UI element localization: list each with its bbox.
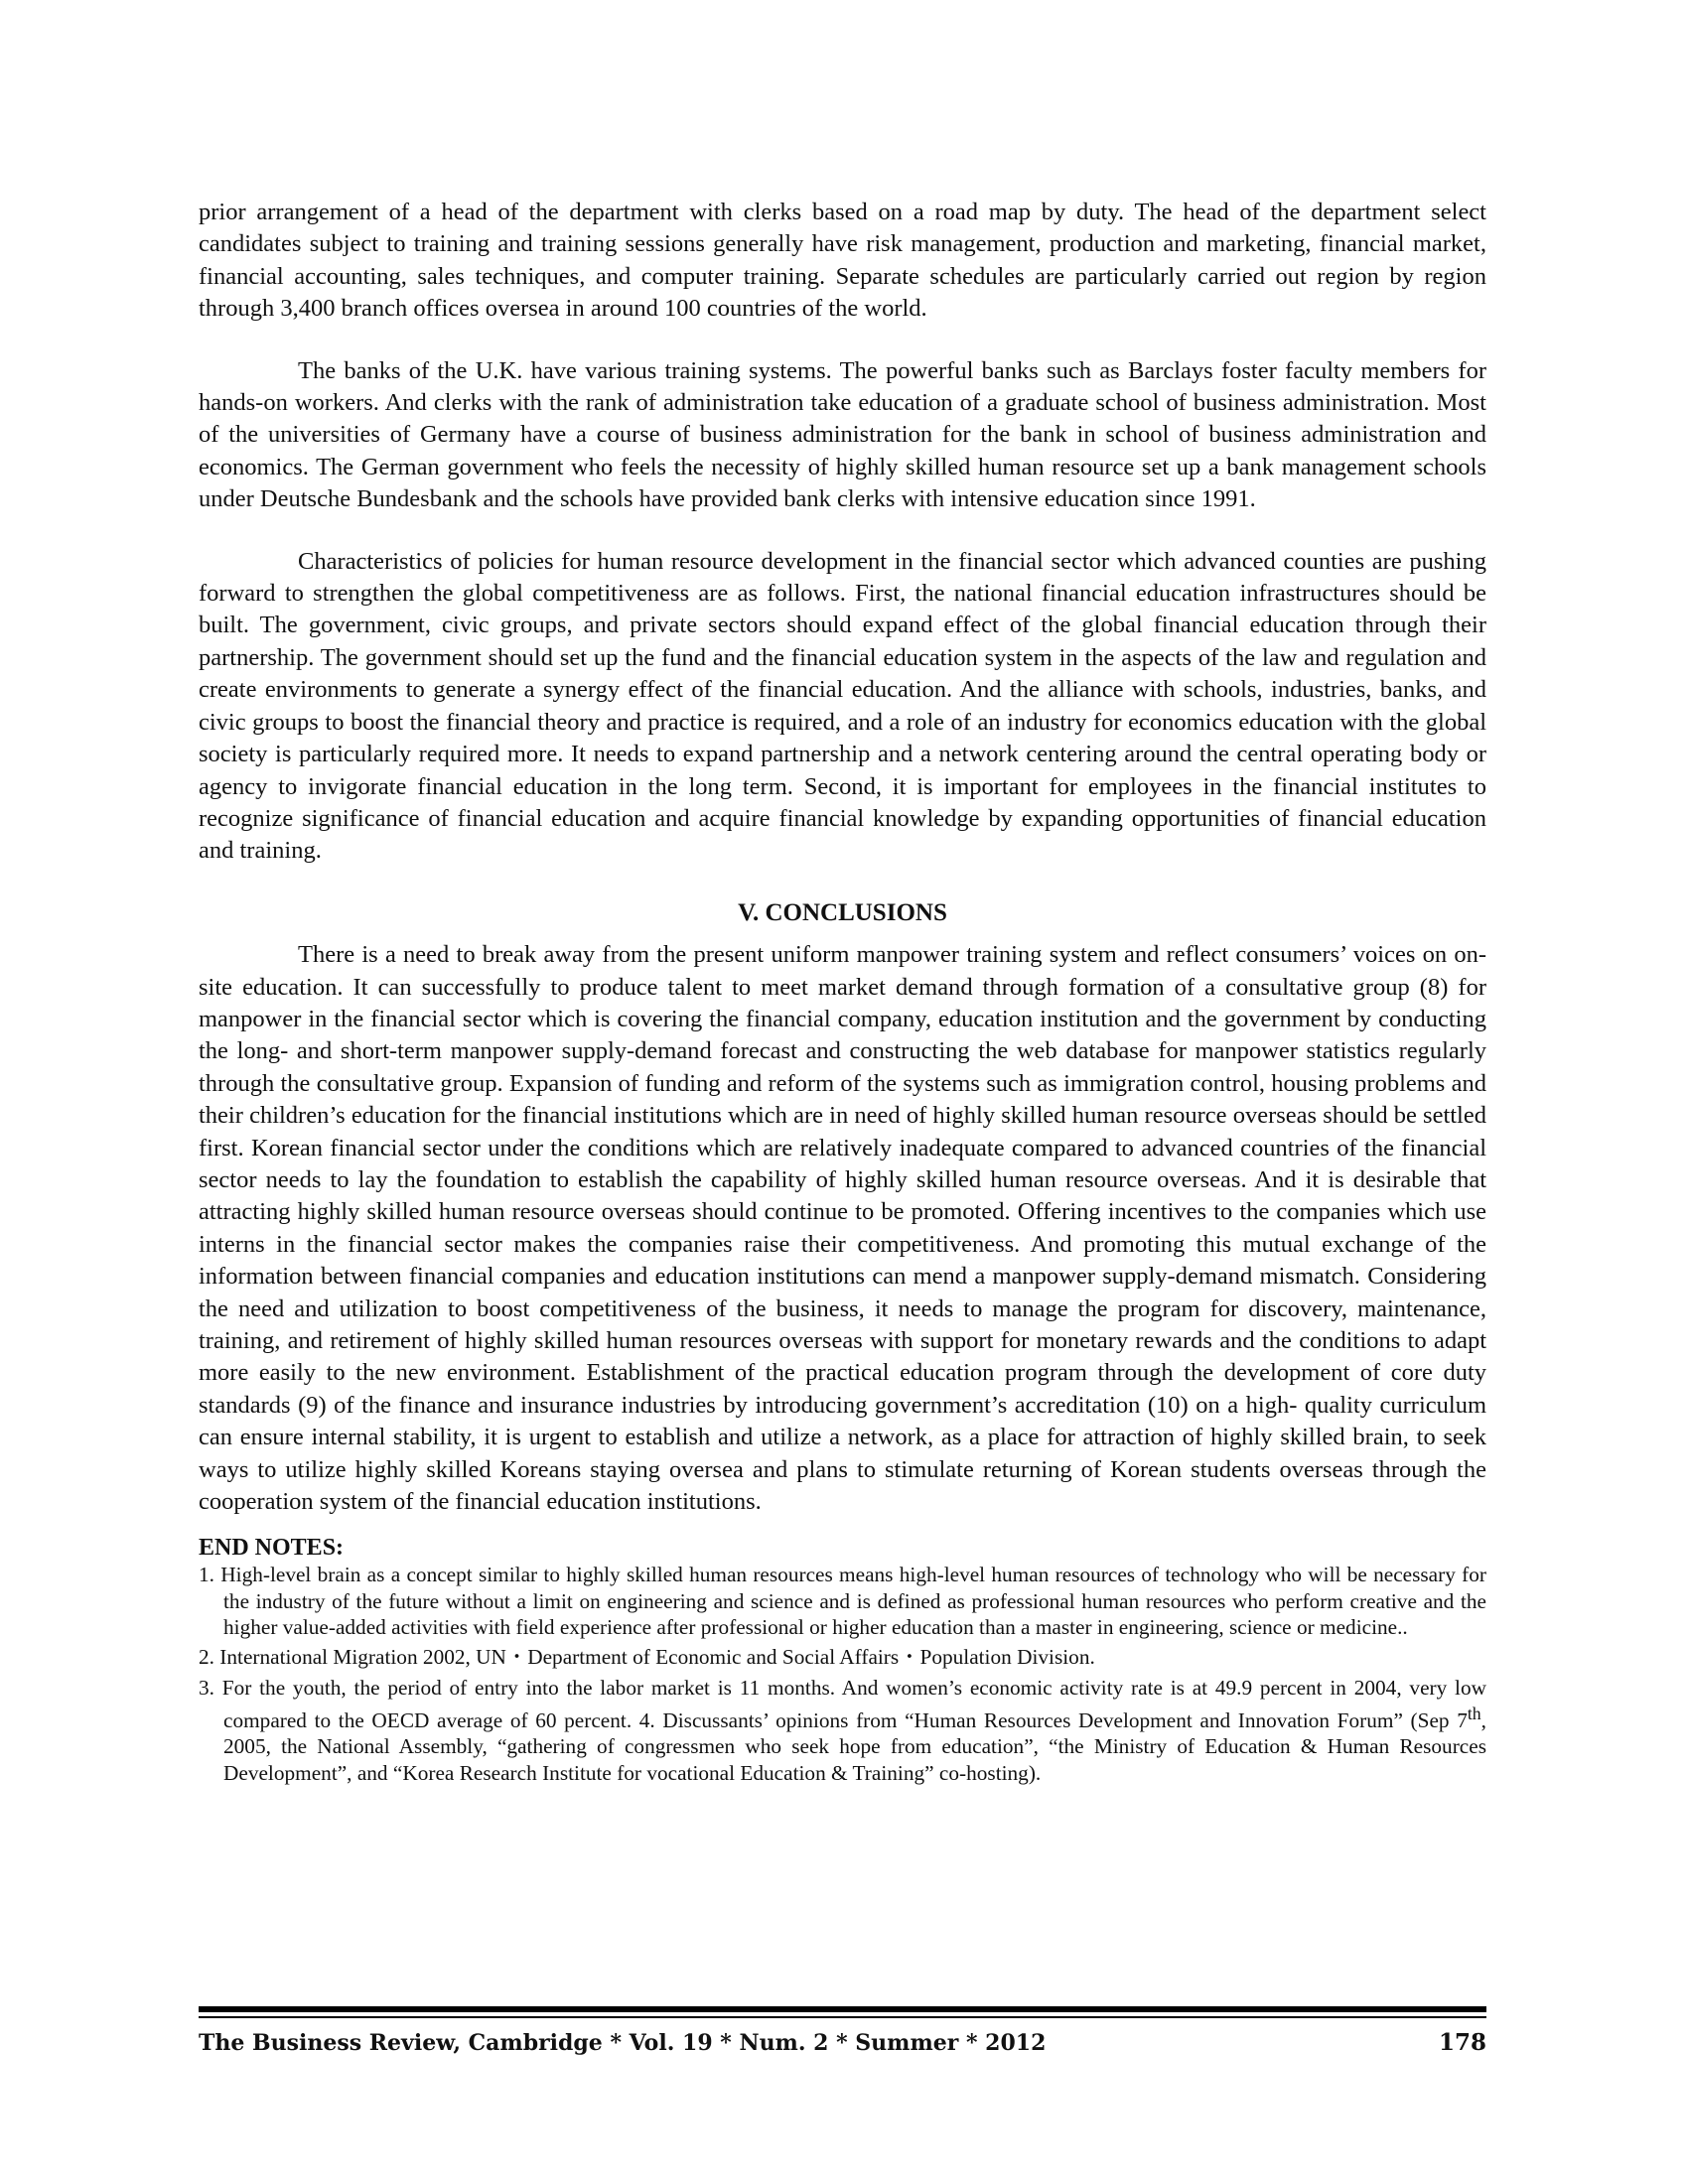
endnote-3-text-before: 3. For the youth, the period of entry into the labor market is 11 months. And women’s economic activity rate is at 49.9 percent in 2004, very low compared to the OECD average of 60 percent. 4. Discussants’ opinions from “Human Resources Development and Innovation Forum” (Sep 7 (199, 1675, 1486, 1733)
endnote-3 (199, 1675, 1486, 1786)
endnote-1: 1. High-level brain as a concept similar to highly skilled human resources means high-level human resources of technology who will be necessary for the industry of the future without a limit on engineering and science and is defined as professional human resources who perform creative and the higher value-added activities with field experience after professional or higher education than a master in engineering, science or medicine.. (199, 1563, 1486, 1640)
footer-rule-thin (199, 2016, 1486, 2018)
endnote-3-superscript: th (1467, 1703, 1481, 1723)
page-footer (199, 2028, 1486, 2058)
endnote-2: 2. International Migration 2002, UN・Department of Economic and Social Affairs・Population Division. (199, 1645, 1095, 1670)
endnote-3-text-after: , 2005, the National Assembly, “gathering of congressmen who seek hope from education”, “the Ministry of Education & Human Resources Development”, and “Korea Research Institute for vocational Education & Training” co-hosting). (223, 1708, 1486, 1785)
journal-citation: The Business Review, Cambridge * Vol. 19 * Num. 2 * Summer * 2012 (199, 2030, 1047, 2056)
page-body (199, 197, 1486, 1790)
footer-rule-thick (199, 2006, 1486, 2012)
endnotes-list (199, 1562, 1486, 1785)
conclusions-paragraph: There is a need to break away from the present uniform manpower training system and reflect consumers’ voices on on-site education. It can successfully to produce talent to meet market demand through formation of a consultative group (8) for manpower in the financial sector which is covering the financial company, education institution and the government by conducting the long- and short-term manpower supply-demand forecast and constructing the web database for manpower statistics regularly through the consultative group. Expansion of funding and reform of the systems such as immigration control, housing problems and their children’s education for the financial institutions which are in need of highly skilled human resource overseas should be settled first. Korean financial sector under the conditions which are relatively inadequate compared to advanced countries of the financial sector needs to lay the foundation to establish the capability of highly skilled human resource overseas. And it is desirable that attracting highly skilled human resource overseas should continue to be promoted. Offering incentives to the companies which use interns in the financial sector makes the companies raise their competitiveness. And promoting this mutual exchange of the information between financial companies and education institutions can mend a manpower supply-demand mismatch. Considering the need and utilization to boost competitiveness of the business, it needs to manage the program for discovery, maintenance, training, and retirement of highly skilled human resources overseas with support for monetary rewards and the conditions to adapt more easily to the new environment. Establishment of the practical education program through the development of core duty standards (9) of the finance and insurance industries by introducing government’s accreditation (10) on a high- quality curriculum can ensure internal stability, it is urgent to establish and utilize a network, as a place for attraction of highly skilled brain, to seek ways to utilize highly skilled Koreans staying oversea and plans to stimulate returning of Korean students overseas through the cooperation system of the financial education institutions. (199, 941, 1486, 1516)
body-paragraph-3: Characteristics of policies for human resource development in the financial sector which advanced counties are pushing forward to strengthen the global competitiveness are as follows. First, the national financial education infrastructures should be built. The government, civic groups, and private sectors should expand effect of the global financial education through their partnership. The government should set up the fund and the financial education system in the aspects of the law and regulation and create environments to generate a synergy effect of the financial education. And the alliance with schools, industries, banks, and civic groups to boost the financial theory and practice is required, and a role of an industry for economics education with the global society is particularly required more. It needs to expand partnership and a network centering around the central operating body or agency to invigorate financial education in the long term. Second, it is important for employees in the financial institutes to recognize significance of financial education and acquire financial knowledge by expanding opportunities of financial education and training. (199, 547, 1486, 865)
conclusions-heading: V. CONCLUSIONS (738, 898, 947, 926)
page-number: 178 (1438, 2029, 1486, 2056)
body-paragraph-1: prior arrangement of a head of the department with clerks based on a road map by duty. The head of the department select candidates subject to training and training sessions generally have risk management, production and marketing, financial market, financial accounting, sales techniques, and computer training. Separate schedules are particularly carried out region by region through 3,400 branch offices oversea in around 100 countries of the world. (199, 199, 1486, 323)
endnotes-heading: END NOTES: (199, 1535, 345, 1562)
body-paragraph-2: The banks of the U.K. have various training systems. The powerful banks such as Barclays foster faculty members for hands-on workers. And clerks with the rank of administration take education of a graduate school of business administration. Most of the universities of Germany have a course of business administration for the bank in school of business administration and economics. The German government who feels the necessity of highly skilled human resource set up a bank management schools under Deutsche Bundesbank and the schools have provided bank clerks with intensive education since 1991. (199, 356, 1486, 513)
